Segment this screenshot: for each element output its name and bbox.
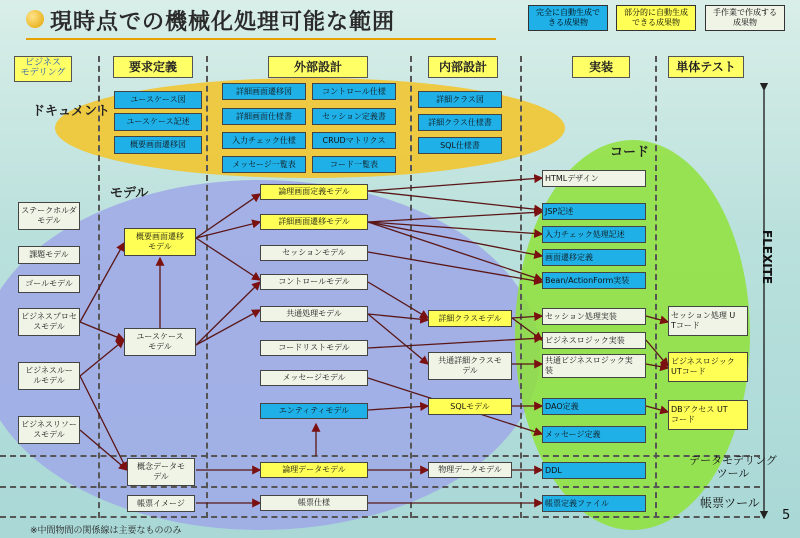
node-control-model: コントロールモデル: [260, 274, 368, 290]
node-crud-matrix: CRUDマトリクス: [312, 132, 396, 149]
legend-auto: 完全に自動生成で きる成果物: [528, 5, 608, 31]
node-message-def: メッセージ定義: [542, 426, 646, 443]
arrow: [368, 314, 428, 320]
arrow: [196, 238, 260, 280]
node-message-model: メッセージモデル: [260, 370, 368, 386]
section-model: モデル: [110, 186, 149, 201]
node-common-biz-logic-impl: 共通ビジネスロジック実 装: [542, 354, 646, 378]
node-biz-logic-ut-code: ビジネスロジック UTコード: [668, 352, 748, 382]
node-db-access-ut-code: DBアクセス UT コード: [668, 400, 748, 430]
node-detail-class-spec: 詳細クラス仕様書: [418, 114, 502, 131]
arrow: [368, 212, 542, 222]
arrow: [646, 364, 668, 368]
arrow: [80, 322, 124, 340]
form-tool-label: 帳票ツール: [700, 496, 760, 510]
node-common-process-model: 共通処理モデル: [260, 306, 368, 322]
node-concept-data-model: 概念データモ デル: [127, 458, 195, 486]
node-form-def-file: 帳票定義ファイル: [542, 495, 646, 512]
node-biz-process-model: ビジネスプロセ スモデル: [18, 308, 80, 336]
node-biz-logic-impl: ビジネスロジック実装: [542, 332, 646, 349]
node-stakeholder-model: ステークホルダ モデル: [18, 202, 80, 230]
arrow: [646, 316, 668, 322]
arrow: [80, 430, 127, 470]
node-detail-screen-transition-model: 詳細画面遷移モデル: [260, 214, 368, 230]
arrow: [368, 314, 428, 364]
node-detail-screen-spec: 詳細画面仕様書: [222, 108, 306, 125]
flexite-label: FLEXITE: [760, 229, 775, 285]
page-number: 5: [782, 508, 791, 523]
node-sql-spec: SQL仕様書: [418, 137, 502, 154]
node-form-image: 帳票イメージ: [127, 495, 195, 512]
node-physical-data-model: 物理データモデル: [428, 462, 512, 478]
node-logical-screen-def-model: 論理画面定義モデル: [260, 184, 368, 200]
col-implementation: 実装: [572, 56, 630, 78]
arrow: [80, 376, 127, 470]
arrow: [196, 222, 260, 238]
col-business: ビジネス モデリング: [14, 56, 72, 82]
node-jsp-desc: JSP記述: [542, 203, 646, 220]
col-requirements: 要求定義: [113, 56, 193, 78]
node-session-process-impl: セッション処理実装: [542, 308, 646, 325]
section-document: ドキュメント: [32, 104, 111, 119]
node-session-model: セッションモデル: [260, 245, 368, 261]
arrow: [80, 340, 124, 376]
node-form-spec: 帳票仕様: [260, 495, 368, 511]
node-session-ut-code: セッション処理 U Tコード: [668, 306, 748, 336]
node-common-detail-class-model: 共通詳細クラスモ デル: [428, 352, 512, 380]
legend-manual: 手作業で作成する 成果物: [705, 5, 785, 31]
node-overview-screen-transition-model: 概要画面遷移 モデル: [124, 228, 196, 256]
node-dao-def: DAO定義: [542, 398, 646, 415]
arrow: [512, 316, 542, 318]
arrow: [368, 222, 542, 234]
arrow: [368, 338, 542, 348]
node-goal-model: ゴールモデル: [18, 275, 80, 293]
node-input-check-code: 入力チェック処理記述: [542, 226, 646, 243]
node-usecase-desc: ユースケース記述: [114, 113, 202, 131]
arrow: [646, 406, 668, 412]
arrow: [368, 252, 542, 282]
arrow: [368, 282, 428, 318]
node-logical-data-model: 論理データモデル: [260, 462, 368, 478]
arrow: [368, 406, 428, 410]
arrow: [368, 178, 542, 191]
node-bean-actionform: Bean/ActionForm実装: [542, 272, 646, 289]
page-title: 現時点での機械化処理可能な範囲: [50, 10, 396, 35]
col-unit-test: 単体テスト: [668, 56, 744, 78]
node-input-check-spec: 入力チェック仕様: [222, 132, 306, 149]
node-code-list-model: コードリストモデル: [260, 340, 368, 356]
node-html-design: HTMLデザイン: [542, 170, 646, 187]
section-code: コード: [610, 145, 650, 160]
node-detail-class-model: 詳細クラスモデル: [428, 310, 512, 327]
arrow: [512, 318, 542, 340]
node-detail-class-diagram: 詳細クラス図: [418, 91, 502, 108]
node-ddl: DDL: [542, 462, 646, 479]
node-code-list: コード一覧表: [312, 156, 396, 173]
arrow: [196, 310, 260, 345]
node-biz-rule-model: ビジネスルー ルモデル: [18, 362, 80, 390]
node-usecase-diagram: ユースケース図: [114, 91, 202, 109]
node-entity-model: エンティティモデル: [260, 403, 368, 419]
footnote: ※中間物間の関係線は主要なもののみ: [30, 526, 182, 536]
arrow: [80, 243, 124, 322]
col-internal: 内部設計: [428, 56, 498, 78]
node-detail-screen-transition-diagram: 詳細画面遷移図: [222, 83, 306, 100]
arrow: [368, 191, 542, 210]
arrow: [646, 340, 668, 366]
node-control-spec: コントロール仕様: [312, 83, 396, 100]
node-session-def-doc: セッション定義書: [312, 108, 396, 125]
node-biz-resource-model: ビジネスリソー スモデル: [18, 416, 80, 444]
arrow: [196, 282, 260, 345]
legend-partial: 部分的に自動生成 できる成果物: [616, 5, 696, 31]
node-usecase-model: ユースケース モデル: [124, 328, 196, 356]
node-issue-model: 課題モデル: [18, 246, 80, 264]
node-overview-screen-transition-diagram: 概要画面遷移図: [114, 136, 202, 154]
node-screen-transition-def: 画面遷移定義: [542, 249, 646, 266]
arrow: [196, 194, 260, 238]
node-sql-model: SQLモデル: [428, 398, 512, 415]
col-external: 外部設計: [268, 56, 368, 78]
data-modeling-tool-label: データモデリング ツール: [689, 454, 777, 480]
node-message-list: メッセージ一覧表: [222, 156, 306, 173]
